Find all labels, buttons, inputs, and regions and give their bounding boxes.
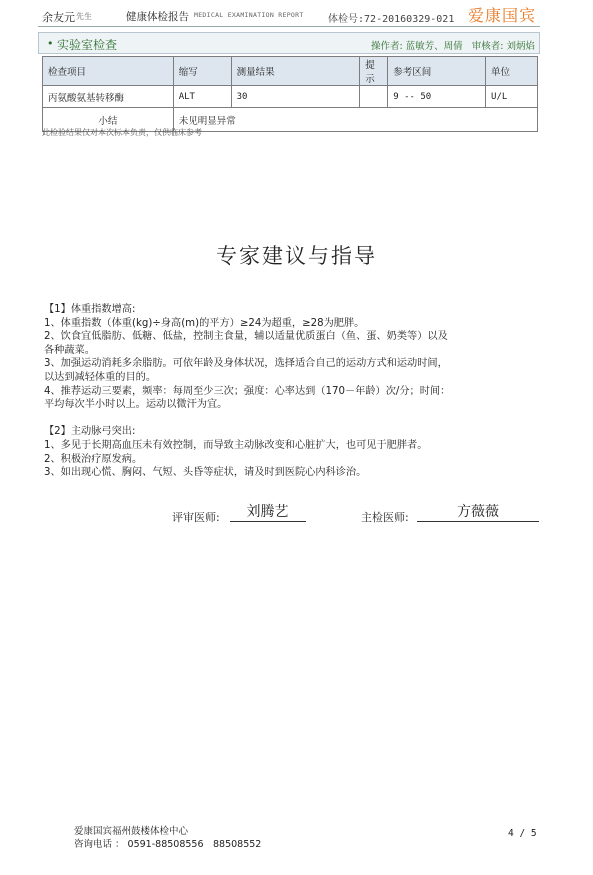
reviewer-signature [172, 499, 307, 525]
advice-line: 1、体重指数（体重(kg)÷身高(m)的平方）≥24为超重，≥28为肥胖。 [44, 317, 365, 329]
bullet-icon: • [47, 37, 54, 50]
advice-line: 各种蔬菜。 [44, 344, 95, 356]
table-row [43, 86, 538, 108]
advice-title: 专家建议与指导 [216, 244, 377, 268]
chief-doctor-name: 方薇薇 [457, 504, 499, 520]
column-header: 单位 [486, 57, 538, 86]
section-operators [371, 38, 535, 52]
footer-organization: 爱康国宾福州鼓楼体检中心 [74, 826, 189, 837]
cell-result: 30 [231, 86, 360, 108]
patient-name: 余友元 [42, 11, 75, 24]
cell-hint [360, 86, 388, 108]
report-title-en: MEDICAL EXAMINATION REPORT [194, 11, 304, 19]
chief-signature [361, 499, 541, 525]
table-header-row [43, 57, 538, 86]
advice-line: 平均每次半小时以上。运动以微汗为宜。 [44, 399, 228, 411]
cell-item: 丙氨酸氨基转移酶 [43, 86, 174, 108]
column-header: 缩写 [173, 57, 231, 86]
advice-line: 1、多见于长期高血压未有效控制，而导致主动脉改变和心脏扩大，也可见于肥胖者。 [44, 439, 428, 451]
reviewer-label: 审核者: [471, 41, 504, 52]
exam-number-label: 体检号: [328, 14, 365, 25]
report-title: 健康体检报告 [126, 11, 189, 23]
signature-line [230, 521, 306, 522]
brand-logo: 爱康国宾 [468, 6, 537, 25]
advice-line: 以达到减轻体重的目的。 [44, 371, 157, 383]
reviewer-doctor-name: 刘腾艺 [246, 504, 289, 520]
advice-line: 2、积极治疗原发病。 [44, 453, 143, 465]
cell-reference: 9 -- 50 [388, 86, 486, 108]
page-header [0, 0, 593, 26]
signature-line [417, 521, 539, 522]
chief-doctor-label: 主检医师: [361, 511, 409, 524]
page-number: 4 / 5 [508, 828, 537, 839]
disclaimer: 此检验结果仅对本次标本负责，仅供临床参考 [42, 128, 202, 137]
advice-spacer [44, 412, 534, 426]
summary-label: 小结 [43, 108, 174, 132]
column-header: 测量结果 [231, 57, 360, 86]
advice-line: 4、推荐运动三要素，频率：每周至少三次；强度：心率达到（170－年龄）次/分；时间： [44, 385, 451, 397]
header-divider [38, 26, 540, 27]
operator-names: 蓝敏芳、周倩 [405, 41, 463, 52]
advice-line: 3、加强运动消耗多余脂肪。可依年龄及身体状况，选择适合自己的运动方式和运动时间， [44, 358, 448, 370]
advice-line: 【1】体重指数增高: [44, 304, 136, 315]
column-header: 参考区间 [388, 57, 486, 86]
summary-value: 未见明显异常 [173, 108, 537, 132]
column-header: 检查项目 [43, 57, 174, 86]
lab-results-table [42, 56, 538, 132]
advice-line: 2、饮食宜低脂肪、低糖、低盐，控制主食量，辅以适量优质蛋白（鱼、蛋、奶类等）以及 [44, 331, 448, 343]
section-bar [38, 32, 540, 54]
reviewer-doctor-label: 评审医师: [172, 511, 220, 524]
advice-line: 【2】主动脉弓突出: [44, 426, 136, 438]
operator-label: 操作者: [370, 41, 403, 52]
advice-line: 3、如出现心慌、胸闷、气短、头昏等症状，请及时到医院心内科诊治。 [44, 467, 367, 479]
cell-abbr: ALT [173, 86, 231, 108]
reviewer-name: 刘炳焰 [506, 41, 535, 52]
exam-number [328, 10, 454, 25]
cell-unit: U/L [486, 86, 538, 108]
exam-number-value: 72-20160329-021 [364, 14, 455, 25]
patient-title: 先生 [76, 12, 92, 21]
section-title: 实验室检查 [57, 38, 118, 52]
column-header: 提示 [360, 57, 388, 86]
advice-body [44, 303, 534, 480]
footer-phone: 咨询电话 ： 0591-88508556 88508552 [74, 839, 262, 850]
